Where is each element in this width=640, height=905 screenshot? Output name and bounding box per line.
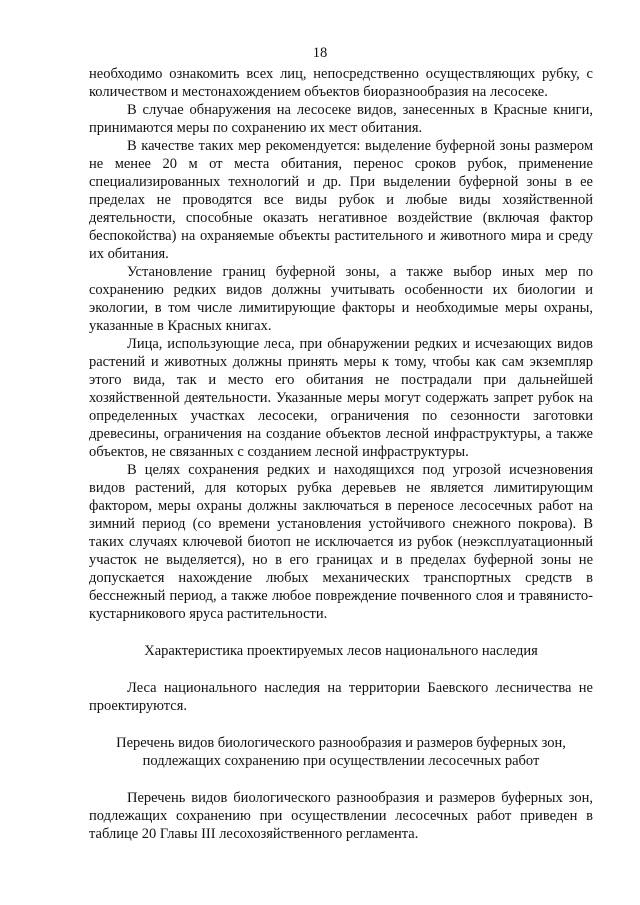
paragraph-buffer-zone-boundaries: Установление границ буферной зоны, а также выбор иных мер по сохранению редких видов должны учитывать особенности их биологии и экологии, в том числе лимитирующие факторы и необходимые меры охраны, указанные в Красных книгах.	[89, 264, 593, 334]
section-heading-line-2: подлежащих сохранению при осуществлении лесосечных работ	[142, 753, 540, 769]
paragraph-continuation: необходимо ознакомить всех лиц, непосредственно осуществляющих рубку, с количеством и местонахождением объектов биоразнообразия на лесосеке.	[89, 66, 593, 100]
paragraph-red-book-species: В случае обнаружения на лесосеке видов, занесенных в Красные книги, принимаются меры по сохранению их мест обитания.	[89, 102, 593, 136]
section-heading-line-1: Перечень видов биологического разнообразия и размеров буферных зон,	[116, 735, 566, 751]
paragraph-winter-logging: В целях сохранения редких и находящихся под угрозой исчезновения видов растений, для которых рубка деревьев не является лимитирующим фактором, меры охраны должны заключаться в переносе лесосечных работ на зимний период (со времени установления устойчивого снежного покрова). В таких случаях ключевой биотоп не исключается из рубок (неэксплуатационный участок не выделяется), но в его границах и в пределах буферной зоны не допускается нахождение любых механических транспортных средств в бесснежный период, а также любое повреждение почвенного слоя и травянисто-кустарникового яруса растительности.	[89, 462, 593, 622]
page-number: 18	[312, 45, 328, 61]
paragraph-forest-users-obligations: Лица, использующие леса, при обнаружении редких и исчезающих видов растений и животных должны принять меры к тому, чтобы как сам экземпляр этого вида, так и место его обитания не пострадали при дальнейшей хозяйственной деятельности. Указанные меры могут содержать запрет рубок на определенных участках лесосеки, ограничения по сезонности заготовки древесины, ограничения на создание объектов лесной инфраструктуры, а также объектов, не связанных с созданием лесной инфраструктуры.	[89, 336, 593, 460]
document-body	[89, 65, 593, 843]
paragraph-biodiversity-table-reference: Перечень видов биологического разнообразия и размеров буферных зон, подлежащих сохранению при осуществлении лесосечных работ приведен в таблице 20 Главы III лесохозяйственного регламента.	[89, 790, 593, 842]
paragraph-buffer-zone-measures: В качестве таких мер рекомендуется: выделение буферной зоны размером не менее 20 м от места обитания, перенос сроков рубок, применение специализированных технологий и др. При выделении буферной зоны в ее пределах не проводятся все виды рубок и любые виды хозяйственной деятельности, способные оказать негативное воздействие (включая фактор беспокойства) на охраняемые объекты растительного и животного мира и среду их обитания.	[89, 138, 593, 262]
section-heading-biodiversity-list	[89, 734, 593, 770]
section-heading-national-heritage-forests: Характеристика проектируемых лесов национального наследия	[144, 643, 538, 659]
paragraph-national-heritage-forests: Леса национального наследия на территории Баевского лесничества не проектируются.	[89, 680, 593, 714]
